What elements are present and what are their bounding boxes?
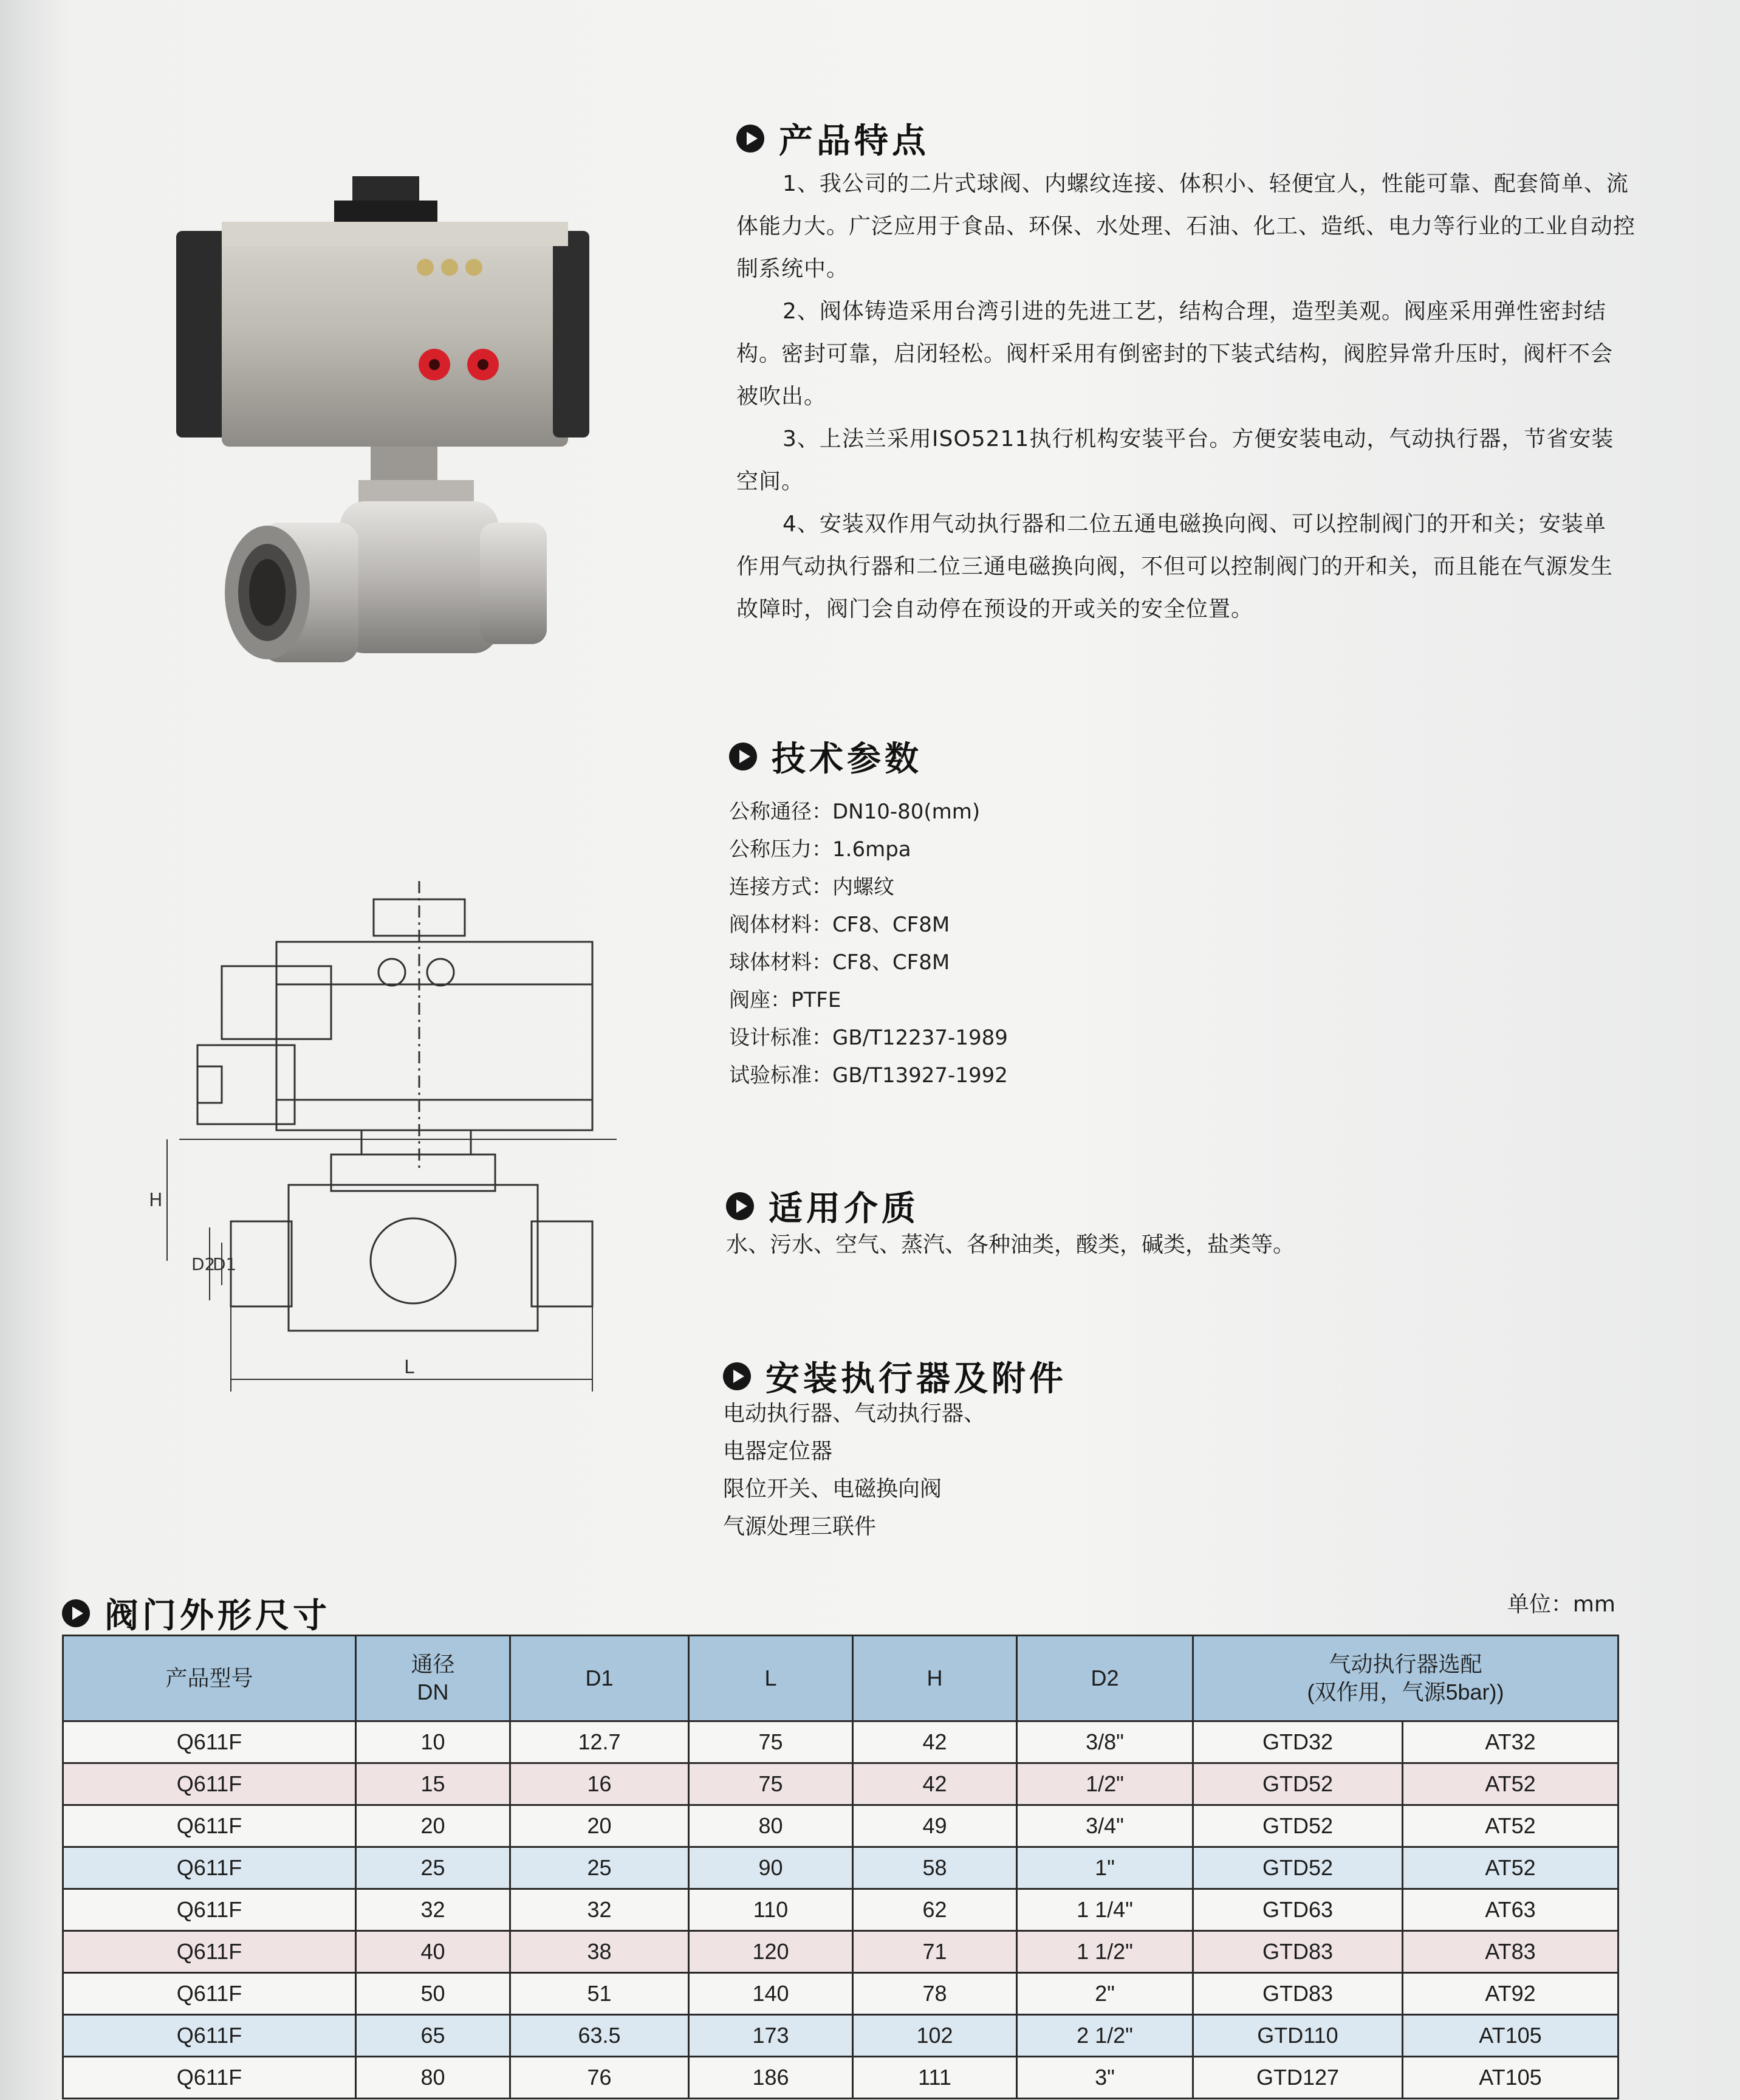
table-row xyxy=(63,1763,1618,1805)
tech-parameter-list xyxy=(729,793,1008,1094)
cell-dn: 15 xyxy=(356,1763,510,1805)
cell-d2: 3" xyxy=(1017,2057,1193,2099)
media-heading xyxy=(726,1182,919,1230)
cell-d1: 12.7 xyxy=(510,1721,689,1763)
cell-d2: 2" xyxy=(1017,1973,1193,2015)
cell-model: Q611F xyxy=(63,1805,356,1847)
cell-at: AT52 xyxy=(1403,1763,1618,1805)
cell-d1: 20 xyxy=(510,1805,689,1847)
cell-model: Q611F xyxy=(63,2057,356,2099)
valve-technical-drawing xyxy=(131,881,635,1410)
play-circle-icon xyxy=(726,1192,754,1220)
cell-model: Q611F xyxy=(63,2015,356,2057)
cell-dn: 20 xyxy=(356,1805,510,1847)
cell-gtd: GTD127 xyxy=(1193,2057,1403,2099)
media-title: 适用介质 xyxy=(769,1189,919,1229)
spec-item: 设计标准：GB/T12237-1989 xyxy=(729,1026,1008,1050)
accessory-item: 电器定位器 xyxy=(723,1439,833,1464)
table-row xyxy=(63,1889,1618,1931)
features-heading xyxy=(736,114,930,163)
header-actuator xyxy=(1193,1636,1618,1721)
accessory-item: 限位开关、电磁换向阀 xyxy=(723,1477,942,1501)
cell-h: 49 xyxy=(853,1805,1017,1847)
header-h: H xyxy=(853,1636,1017,1721)
cell-gtd: GTD52 xyxy=(1193,1805,1403,1847)
cell-gtd: GTD52 xyxy=(1193,1763,1403,1805)
media-text: 水、污水、空气、蒸汽、各种油类，酸类，碱类，盐类等。 xyxy=(726,1232,1295,1257)
cell-d2: 1" xyxy=(1017,1847,1193,1889)
cell-h: 71 xyxy=(853,1931,1017,1973)
cell-gtd: GTD110 xyxy=(1193,2015,1403,2057)
header-dn-line2: DN xyxy=(417,1680,449,1704)
accessories-heading xyxy=(723,1352,1067,1401)
spec-item: 公称通径：DN10-80(mm) xyxy=(729,800,981,824)
table-row xyxy=(63,1931,1618,1973)
accessories-list xyxy=(723,1395,985,1546)
header-dn xyxy=(356,1636,510,1721)
cell-at: AT52 xyxy=(1403,1847,1618,1889)
cell-l: 75 xyxy=(689,1721,853,1763)
product-photo xyxy=(164,164,601,699)
play-circle-icon xyxy=(736,125,764,153)
features-title: 产品特点 xyxy=(779,122,930,161)
table-header-row xyxy=(63,1636,1618,1721)
cell-gtd: GTD63 xyxy=(1193,1889,1403,1931)
feature-paragraph-3: 3、上法兰采用ISO5211执行机构安装平台。方便安装电动，气动执行器，节省安装空间。 xyxy=(736,427,1614,494)
cell-model: Q611F xyxy=(63,1973,356,2015)
cell-model: Q611F xyxy=(63,1763,356,1805)
cell-dn: 65 xyxy=(356,2015,510,2057)
cell-model: Q611F xyxy=(63,1847,356,1889)
cell-gtd: GTD32 xyxy=(1193,1721,1403,1763)
cell-l: 120 xyxy=(689,1931,853,1973)
cell-d2: 1 1/2" xyxy=(1017,1931,1193,1973)
label-h: H xyxy=(149,1190,163,1211)
cell-l: 90 xyxy=(689,1847,853,1889)
cell-dn: 50 xyxy=(356,1973,510,2015)
cell-l: 140 xyxy=(689,1973,853,2015)
label-d1: D1 xyxy=(213,1254,237,1274)
cell-d1: 76 xyxy=(510,2057,689,2099)
tech-title: 技术参数 xyxy=(772,739,922,779)
cell-dn: 25 xyxy=(356,1847,510,1889)
cell-d1: 16 xyxy=(510,1763,689,1805)
cell-at: AT52 xyxy=(1403,1805,1618,1847)
cell-at: AT63 xyxy=(1403,1889,1618,1931)
cell-l: 110 xyxy=(689,1889,853,1931)
cell-d1: 51 xyxy=(510,1973,689,2015)
feature-paragraph-2: 2、阀体铸造采用台湾引进的先进工艺，结构合理，造型美观。阀座采用弹性密封结构。密封可靠，启闭轻松。阀杆采用有倒密封的下装式结构，阀腔异常升压时，阀杆不会被吹出。 xyxy=(736,299,1614,409)
header-d2: D2 xyxy=(1017,1636,1193,1721)
cell-l: 80 xyxy=(689,1805,853,1847)
table-row xyxy=(63,2015,1618,2057)
cell-d2: 3/4" xyxy=(1017,1805,1193,1847)
cell-model: Q611F xyxy=(63,1721,356,1763)
cell-d2: 1 1/4" xyxy=(1017,1889,1193,1931)
cell-d2: 2 1/2" xyxy=(1017,2015,1193,2057)
cell-gtd: GTD83 xyxy=(1193,1931,1403,1973)
label-d2: D2 xyxy=(191,1254,216,1274)
play-circle-icon xyxy=(729,743,757,770)
cell-h: 62 xyxy=(853,1889,1017,1931)
cell-dn: 32 xyxy=(356,1889,510,1931)
cell-at: AT83 xyxy=(1403,1931,1618,1973)
cell-d2: 1/2" xyxy=(1017,1763,1193,1805)
header-actuator-line1: 气动执行器选配 xyxy=(1329,1652,1482,1676)
feature-paragraph-4: 4、安装双作用气动执行器和二位五通电磁换向阀、可以控制阀门的开和关；安装单作用气动执行器和二位三通电磁换向阀，不但可以控制阀门的开和关，而且能在气源发生故障时，阀门会自动停在预设的开或关的安全位置。 xyxy=(736,512,1614,622)
cell-h: 42 xyxy=(853,1721,1017,1763)
table-row xyxy=(63,2057,1618,2099)
header-actuator-line2: (双作用，气源5bar)) xyxy=(1307,1680,1504,1704)
table-row xyxy=(63,1973,1618,2015)
cell-dn: 10 xyxy=(356,1721,510,1763)
table-row xyxy=(63,1805,1618,1847)
header-dn-line1: 通径 xyxy=(411,1652,455,1676)
spec-item: 阀体材料：CF8、CF8M xyxy=(729,913,950,937)
cell-l: 173 xyxy=(689,2015,853,2057)
cell-d1: 63.5 xyxy=(510,2015,689,2057)
play-circle-icon xyxy=(62,1599,90,1627)
dimensions-title: 阀门外形尺寸 xyxy=(104,1596,331,1636)
spec-item: 阀座：PTFE xyxy=(729,988,841,1012)
spec-item: 连接方式：内螺纹 xyxy=(729,875,894,899)
cell-gtd: GTD83 xyxy=(1193,1973,1403,2015)
cell-model: Q611F xyxy=(63,1931,356,1973)
cell-h: 42 xyxy=(853,1763,1017,1805)
cell-d1: 38 xyxy=(510,1931,689,1973)
cell-h: 102 xyxy=(853,2015,1017,2057)
header-model: 产品型号 xyxy=(63,1636,356,1721)
cell-d1: 32 xyxy=(510,1889,689,1931)
cell-gtd: GTD52 xyxy=(1193,1847,1403,1889)
cell-dn: 40 xyxy=(356,1931,510,1973)
cell-l: 186 xyxy=(689,2057,853,2099)
spec-item: 试验标准：GB/T13927-1992 xyxy=(729,1063,1008,1088)
dimensions-table xyxy=(62,1635,1619,2099)
cell-l: 75 xyxy=(689,1763,853,1805)
table-body xyxy=(63,1721,1618,2099)
spec-item: 球体材料：CF8、CF8M xyxy=(729,950,950,975)
accessories-title: 安装执行器及附件 xyxy=(766,1359,1067,1399)
cell-d1: 25 xyxy=(510,1847,689,1889)
feature-paragraph-1: 1、我公司的二片式球阀、内螺纹连接、体积小、轻便宜人，性能可靠、配套简单、流体能力大。广泛应用于食品、环保、水处理、石油、化工、造纸、电力等行业的工业自动控制系统中。 xyxy=(736,171,1636,281)
accessory-item: 电动执行器、气动执行器、 xyxy=(723,1401,986,1426)
table-row xyxy=(63,1847,1618,1889)
cell-dn: 80 xyxy=(356,2057,510,2099)
cell-at: AT105 xyxy=(1403,2057,1618,2099)
cell-h: 58 xyxy=(853,1847,1017,1889)
cell-h: 111 xyxy=(853,2057,1017,2099)
accessory-item: 气源处理三联件 xyxy=(723,1514,877,1539)
table-row xyxy=(63,1721,1618,1763)
cell-at: AT32 xyxy=(1403,1721,1618,1763)
dimensions-heading xyxy=(62,1589,331,1638)
header-l: L xyxy=(689,1636,853,1721)
tech-heading xyxy=(729,732,922,781)
header-d1: D1 xyxy=(510,1636,689,1721)
cell-at: AT105 xyxy=(1403,2015,1618,2057)
cell-h: 78 xyxy=(853,1973,1017,2015)
play-circle-icon xyxy=(723,1362,751,1390)
spec-item: 公称压力：1.6mpa xyxy=(729,837,911,862)
unit-label: 单位：mm xyxy=(1507,1592,1615,1617)
cell-at: AT92 xyxy=(1403,1973,1618,2015)
cell-d2: 3/8" xyxy=(1017,1721,1193,1763)
cell-model: Q611F xyxy=(63,1889,356,1931)
label-l: L xyxy=(404,1357,414,1378)
